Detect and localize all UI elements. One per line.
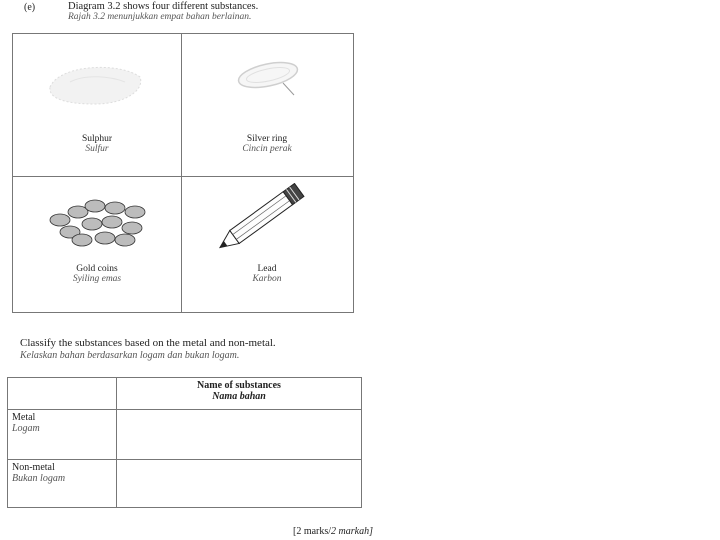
- sulphur-label-translation: Sulfur: [85, 144, 109, 154]
- question-instruction-translation: Rajah 3.2 menunjukkan empat bahan berlainan.: [68, 12, 252, 22]
- marks-ms: 2 markah]: [331, 526, 373, 537]
- silver-ring-icon: [228, 55, 308, 105]
- marks-en: [2 marks/: [293, 526, 332, 537]
- pencil-icon: [210, 183, 315, 251]
- classification-table: [7, 377, 362, 508]
- metal-label-cell: [8, 410, 117, 460]
- silver-ring-label-translation: Cincin perak: [242, 144, 292, 154]
- sulphur-icon: [40, 52, 150, 112]
- header-cell: [117, 378, 362, 410]
- marks-label: [293, 526, 373, 537]
- metal-label-translation: Logam: [12, 423, 40, 434]
- table-header-row: [8, 378, 362, 410]
- table-row: [8, 460, 362, 508]
- metal-label: Metal: [12, 412, 36, 423]
- lead-label: Lead: [257, 264, 277, 274]
- non-metal-label: Non-metal: [12, 462, 55, 473]
- lead-caption: [182, 264, 352, 284]
- silver-ring-label: Silver ring: [246, 134, 288, 144]
- grid-divider-horizontal: [12, 176, 353, 177]
- gold-coins-icon: [40, 190, 160, 255]
- metal-answer-cell[interactable]: [117, 410, 362, 460]
- gold-coins-label: Gold coins: [76, 264, 118, 274]
- non-metal-answer-cell[interactable]: [117, 460, 362, 508]
- non-metal-label-cell: [8, 460, 117, 508]
- sulphur-label: Sulphur: [81, 134, 113, 144]
- non-metal-label-translation: Bukan logam: [12, 473, 66, 484]
- header-label: Name of substances: [197, 380, 281, 391]
- lead-label-translation: Karbon: [252, 274, 282, 284]
- question-label: (e): [24, 2, 36, 13]
- gold-coins-caption: [12, 264, 182, 284]
- header-empty-cell: [8, 378, 117, 410]
- sulphur-caption: [12, 134, 182, 154]
- silver-ring-caption: [182, 134, 352, 154]
- question-instruction: Diagram 3.2 shows four different substances.: [68, 1, 259, 12]
- table-row: [8, 410, 362, 460]
- header-label-translation: Nama bahan: [212, 391, 266, 402]
- gold-coins-label-translation: Syiling emas: [72, 274, 122, 284]
- classify-instruction: Classify the substances based on the metal and non-metal.: [20, 337, 276, 349]
- classify-instruction-translation: Kelaskan bahan berdasarkan logam dan bukan logam.: [20, 350, 240, 361]
